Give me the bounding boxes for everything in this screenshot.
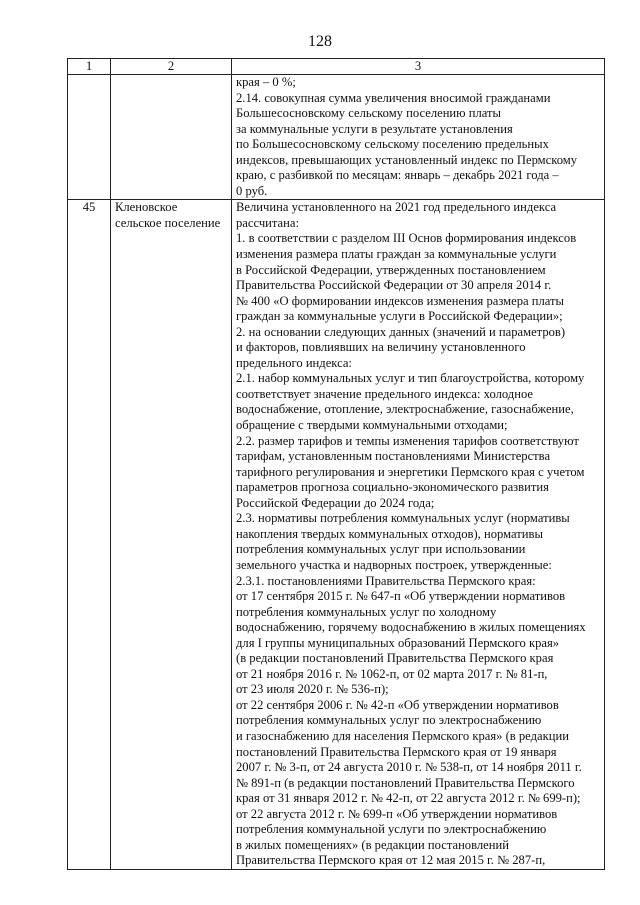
text-line: потребления коммунальных услуг по электроснабжению <box>236 713 542 728</box>
text-line: потребления коммунальных услуг при использовании <box>236 542 526 557</box>
table-row <box>68 200 605 870</box>
document-table <box>67 58 605 870</box>
text-line: постановлений Правительства Пермского края от 19 января <box>236 744 557 759</box>
text-line: земельного участка и надворных построек, утвержденные: <box>236 557 552 572</box>
settlement-name <box>111 200 232 870</box>
text-line: 0 руб. <box>236 183 268 198</box>
text-line: тарифного регулирования и энергетики Пермского края с учетом <box>236 464 585 479</box>
name-line: сельское поселение <box>115 215 221 230</box>
text-line: № 891-п (в редакции постановлений Правительства Пермского <box>236 775 575 790</box>
row-number <box>68 75 111 200</box>
text-line: обращение с твердыми коммунальными отходами; <box>236 418 508 433</box>
text-line: для I группы муниципальных образований Пермского края» <box>236 635 560 650</box>
text-line: Большесосновскому сельскому поселению платы <box>236 106 501 121</box>
text-line: 2.3. нормативы потребления коммунальных услуг (нормативы <box>236 511 570 526</box>
header-col-3: 3 <box>232 59 605 75</box>
page-number: 128 <box>308 33 332 50</box>
name-line: Кленовское <box>115 200 178 215</box>
header-col-1: 1 <box>68 59 111 75</box>
row-text <box>232 200 605 870</box>
table-header-row <box>68 59 605 75</box>
text-line: водоснабжению, горячему водоснабжению в жилых помещениях <box>236 620 586 635</box>
header-col-2: 2 <box>111 59 232 75</box>
text-line: от 22 сентября 2006 г. № 42-п «Об утверждении нормативов <box>236 697 559 712</box>
text-line: соответствует значение предельного индекса: холодное <box>236 386 533 401</box>
text-line: граждан за коммунальные услуги в Российской Федерации»; <box>236 309 563 324</box>
text-line: и газоснабжению для населения Пермского края» (в редакции <box>236 728 569 743</box>
text-line: краю, с разбивкой по месяцам: январь – декабрь 2021 года – <box>236 168 559 183</box>
text-line: 2.3.1. постановлениями Правительства Пермского края: <box>236 573 536 588</box>
text-line: края – 0 %; <box>236 75 296 89</box>
text-line: накопления твердых коммунальных отходов), нормативы <box>236 526 543 541</box>
text-line: № 400 «О формировании индексов изменения размера платы <box>236 293 564 308</box>
text-line: за коммунальные услуги в результате установления <box>236 121 513 136</box>
text-line: по Большесосновскому сельскому поселению предельных <box>236 137 549 152</box>
text-line: от 23 июля 2020 г. № 536-п); <box>236 682 389 697</box>
text-line: от 21 ноября 2016 г. № 1062-п, от 02 марта 2017 г. № 81-п, <box>236 666 548 681</box>
text-line: параметров прогноза социально-экономического развития <box>236 480 549 495</box>
text-line: Величина установленного на 2021 год предельного индекса <box>236 200 557 215</box>
settlement-name <box>111 75 232 200</box>
text-line: Правительства Российской Федерации от 30 апреля 2014 г. <box>236 278 552 293</box>
text-line: 1. в соответствии с разделом III Основ формирования индексов <box>236 231 577 246</box>
text-line: рассчитана: <box>236 215 299 230</box>
text-line: в Российской Федерации, утвержденных постановлением <box>236 262 546 277</box>
text-line: от 17 сентября 2015 г. № 647-п «Об утверждении нормативов <box>236 589 566 604</box>
text-line: 2.14. совокупная сумма увеличения вносимой гражданами <box>236 90 551 105</box>
table-row <box>68 75 605 200</box>
text-line: индексов, превышающих установленный индекс по Пермскому <box>236 152 578 167</box>
text-line: 2.2. размер тарифов и темпы изменения тарифов соответствуют <box>236 433 579 448</box>
text-line: от 22 августа 2012 г. № 699-п «Об утверждении нормативов <box>236 806 558 821</box>
row-text <box>232 75 605 200</box>
text-line: Российской Федерации до 2024 года; <box>236 495 435 510</box>
text-line: (в редакции постановлений Правительства Пермского края <box>236 651 554 666</box>
text-line: 2. на основании следующих данных (значений и параметров) <box>236 324 566 339</box>
text-line: водоснабжение, отопление, электроснабжение, газоснабжение, <box>236 402 574 417</box>
text-line: и факторов, повлиявших на величину установленного <box>236 340 526 355</box>
row-number: 45 <box>68 200 111 870</box>
text-line: края от 31 января 2012 г. № 42-п, от 22 августа 2012 г. № 699-п); <box>236 791 581 806</box>
text-line: в жилых помещениях» (в редакции постановлений <box>236 837 509 852</box>
text-line: Правительства Пермского края от 12 мая 2015 г. № 287-п, <box>236 853 546 868</box>
text-line: предельного индекса: <box>236 355 352 370</box>
text-line: 2007 г. № 3-п, от 24 августа 2010 г. № 538-п, от 14 ноября 2011 г. <box>236 760 582 775</box>
text-line: потребления коммунальных услуг по холодному <box>236 604 497 619</box>
text-line: тарифам, установленным постановлениями Министерства <box>236 449 551 464</box>
text-line: потребления коммунальной услуги по электроснабжению <box>236 822 547 837</box>
text-line: изменения размера платы граждан за коммунальные услуги <box>236 247 557 262</box>
text-line: 2.1. набор коммунальных услуг и тип благоустройства, которому <box>236 371 585 386</box>
